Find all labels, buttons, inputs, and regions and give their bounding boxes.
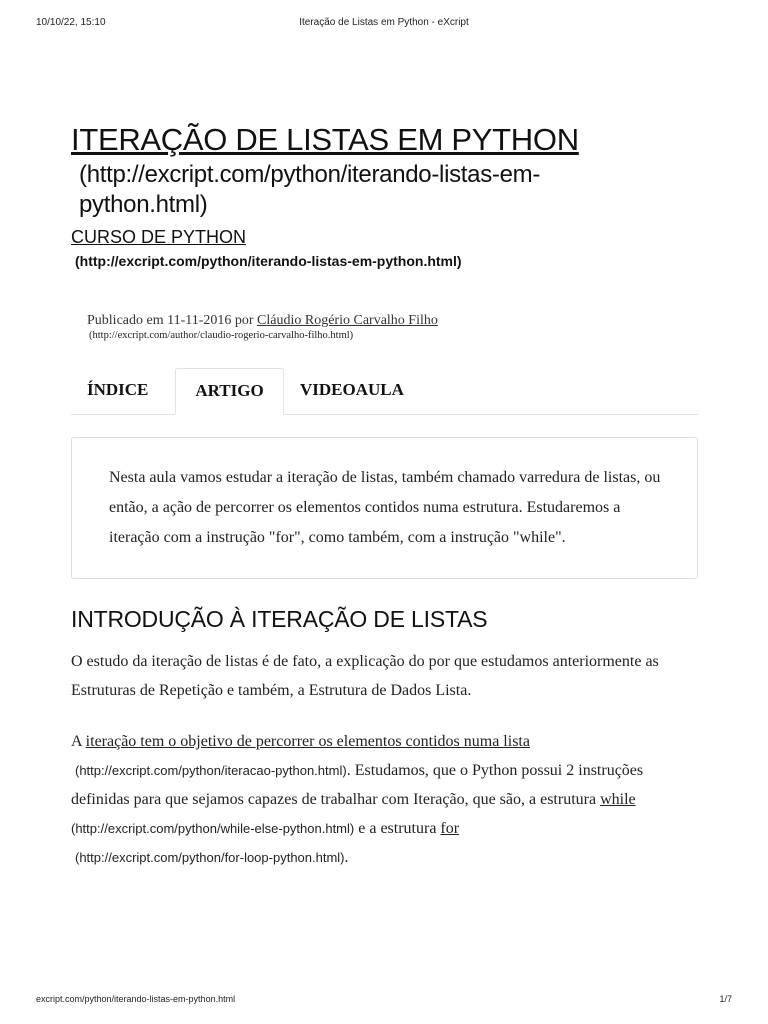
para-text-1: A — [71, 733, 86, 750]
tab-videoaula[interactable]: VIDEOAULA — [300, 380, 404, 399]
section-title: INTRODUÇÃO À ITERAÇÃO DE LISTAS — [71, 606, 488, 632]
while-url: (http://excript.com/python/while-else-python.html) — [71, 821, 355, 836]
print-footer — [0, 994, 768, 1008]
print-footer-url: excript.com/python/iterando-listas-em-python.html — [36, 994, 236, 1004]
para-text-4: . — [344, 849, 349, 866]
para-text-2: . Estudamos, que o Python possui 2 instruções definidas para que sejamos capazes de trabalhar com Iteração, que são, a estrutura — [71, 762, 644, 808]
for-link[interactable]: for — [440, 820, 460, 837]
publication-meta — [87, 312, 698, 329]
tab-artigo[interactable]: ARTIGO — [175, 368, 284, 415]
iteration-url: (http://excript.com/python/iteracao-python.html) — [75, 763, 347, 778]
print-page-title: Iteração de Listas em Python - eXcript — [299, 17, 469, 28]
article-title-url-line2: python.html) — [79, 191, 208, 218]
print-header — [0, 17, 768, 31]
for-url: (http://excript.com/python/for-loop-python.html) — [75, 850, 345, 865]
page-counter: 1/7 — [719, 994, 732, 1004]
publication-date: Publicado em 11-11-2016 por — [87, 313, 258, 328]
article-title-url-line1: (http://excript.com/python/iterando-listas-em- — [79, 161, 541, 188]
article-title-link[interactable]: ITERAÇÃO DE LISTAS EM PYTHON — [71, 122, 579, 157]
course-link[interactable]: CURSO DE PYTHON — [71, 227, 247, 247]
para-text-3: e a estrutura — [354, 820, 441, 837]
summary-box: Nesta aula vamos estudar a iteração de listas, também chamado varredura de listas, ou então, a ação de percorrer os elementos contidos numa estrutura. Estudaremos a iteração com a instrução "for", como também, com a instrução "while". — [71, 437, 698, 579]
article-tabs — [71, 368, 698, 415]
iteration-paragraph — [71, 727, 698, 872]
author-link[interactable]: Cláudio Rogério Carvalho Filho — [257, 313, 438, 328]
course-url: (http://excript.com/python/iterando-listas-em-python.html) — [75, 253, 462, 269]
iteration-link[interactable]: iteração tem o objetivo de percorrer os elementos contidos numa lista — [85, 733, 530, 750]
author-url: (http://excript.com/author/claudio-rogerio-carvalho-filho.html) — [89, 330, 354, 341]
article-content — [71, 122, 698, 872]
intro-paragraph: O estudo da iteração de listas é de fato, a explicação do por que estudamos anteriormente as Estruturas de Repetição e também, a Estrutura de Dados Lista. — [71, 653, 659, 699]
while-link[interactable]: while — [600, 791, 636, 808]
tab-indice[interactable]: ÍNDICE — [87, 380, 149, 399]
print-datetime: 10/10/22, 15:10 — [36, 17, 106, 28]
article-title-url — [79, 160, 698, 220]
